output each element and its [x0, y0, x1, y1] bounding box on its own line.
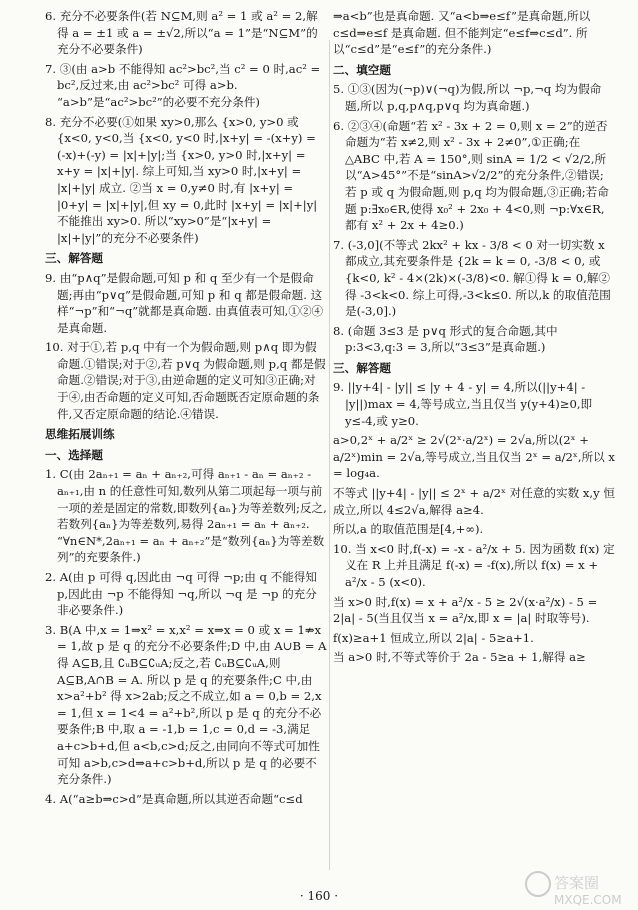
- column-divider: [329, 40, 330, 870]
- section-heading: 二、填空题: [333, 62, 391, 77]
- answer-item: 9. ||y+4| - |y|| ≤ |y + 4 - y| = 4,所以(||y+4| - |y||)max = 4,等号成立,当且仅当 y(y+4)≥0,即 y≤-4,或 y≥0.: [333, 380, 593, 428]
- section-heading: 一、选择题: [45, 447, 103, 462]
- answer-item: 7. ③(由 a>b 不能得知 ac²>bc²,当 c² = 0 时,ac² = bc²,反过来,由 ac²>bc² 可得 a>b. “a>b”是“ac²>bc²”的必要不充分条件): [45, 61, 321, 109]
- svg-text:答案圈: 答案圈: [554, 874, 600, 892]
- left-column: [45, 8, 327, 880]
- answer-item: 4. A(“a≥b⇒c>d”是真命题,所以其逆否命题“c≤d: [45, 791, 303, 806]
- watermark-logo: [522, 866, 632, 908]
- answer-item: 8. (命题 3≤3 是 p∨q 形式的复合命题,其中 p:3<3,q:3 = 3,所以“3≤3”是真命题.): [333, 323, 558, 355]
- answer-paragraph: 当 a>0 时,不等式等价于 2a - 5≥a + 1,解得 a≥: [333, 650, 586, 665]
- svg-text:MXQE.COM: MXQE.COM: [554, 893, 622, 907]
- answer-item: 9. 由“p∧q”是假命题,可知 p 和 q 至少有一个是假命题;再由“p∨q”是假命题,可知 p 和 q 都是假命题. 这样“¬p”和“¬q”就都是真命题. 由真值表可知,①②④是真命题.: [45, 270, 324, 335]
- answer-item: 6. 充分不必要条件(若 N⊆M,则 a² = 1 或 a² = 2,解得 a = ±1 或 a = ±√2,所以“a = 1”是“N⊆M”的充分不必要条件): [45, 9, 318, 57]
- answer-item: 1. C(由 2aₙ₊₁ = aₙ + aₙ₊₂,可得 aₙ₊₁ - aₙ = aₙ₊₂ - aₙ₊₁,由 n 的任意性可知,数列从第二项起每一项与前一项的差是固定的常数,即数列{aₙ}为等差数列;反之,若数列{aₙ}为等差数列,易得 2aₙ₊₁ = aₙ + aₙ₊₂. “∀n∈N*,2aₙ₊₁ = aₙ + aₙ₊₂”是“数列{aₙ}为等差数列”的充要条件.): [45, 467, 327, 565]
- section-heading: 思维拓展训练: [45, 427, 115, 442]
- answer-paragraph: 不等式 ||y+4| - |y|| ≤ 2ˣ + a/2ˣ 对任意的实数 x,y 恒成立,所以 4≤2√a,解得 a≥4.: [333, 486, 615, 517]
- answer-paragraph: f(x)≥a+1 恒成立,所以 2|a| - 5≥a+1.: [333, 630, 534, 645]
- section-heading: 三、解答题: [45, 251, 103, 266]
- answer-item: 3. B(A 中,x = 1⇒x² = x,x² = x⇒x = 0 或 x = 1⇏x = 1,故 p 是 q 的充分不必要条件;D 中,由 A∪B = A 得 A⊆B,且 ∁ᵤB⊆∁ᵤA;反之,若 ∁ᵤB⊆∁ᵤA,则 A⊆B,A∩B = A. 所以 p 是 q 的充要条件;C 中,由 x>a²+b² 得 x>2ab;反之不成立,如 a = 0,b = 2,x = 1,但 x = 1<4 = a²+b²,所以 p 是 q 的充分不必要条件;B 中,取 a = -1,b = 1,c = 0,d = -3,满足 a+c>b+d,但 a<b,c>d;反之,由同向不等式可加性可知 a>b,c>d⇒a+c>b+d,所以 p 是 q 的必要不充分条件.): [45, 622, 327, 787]
- answer-paragraph: ⇒a<b”也是真命题. 又“a<b⇒e≤f”是真命题,所以 c≤d⇒e≤f 是真命题. 但不能判定“e≤f⇒c≤d”. 所以“c≤d”是“e≤f”的充分条件.): [333, 9, 591, 57]
- answer-item: 5. ①③(因为(¬p)∨(¬q)为假,所以 ¬p,¬q 均为假命题,所以 p,q,p∧q,p∨q 均为真命题.): [333, 82, 602, 113]
- answer-item: 6. ②③④(命题“若 x² - 3x + 2 = 0,则 x = 2”的逆否命题为“若 x≠2,则 x² - 3x + 2≠0”,①正确;在 △ABC 中,若 A = 150°,则 sinA = 1/2 < √2/2,所以“A>45°”不是“sinA>√2/2”的充分条件,②错误;若 p 或 q 为假命题,则 p,q 均为假命题,③正确;若命题 p:∃x₀∈R,使得 x₀² + 2x₀ + 4<0,则 ¬p:∀x∈R,都有 x² + 2x + 4≥0.): [333, 118, 609, 233]
- answer-paragraph: 当 x>0 时,f(x) = x + a²/x - 5 ≥ 2√(x·a²/x) - 5 = 2|a| - 5(当且仅当 x = a²/x,即 x = |a| 时取等号).: [333, 594, 598, 626]
- section-heading: 三、解答题: [333, 360, 391, 375]
- page-number: · 160 ·: [299, 889, 339, 903]
- answer-item: 10. 当 x<0 时,f(-x) = -x - a²/x + 5. 因为函数 f(x) 定义在 R 上并且满足 f(-x) = -f(x),所以 f(x) = x + a²/x - 5 (x<0).: [333, 541, 615, 589]
- right-column: [333, 8, 615, 880]
- answer-paragraph: 所以,a 的取值范围是[4,+∞).: [333, 522, 484, 537]
- answer-item: 8. 充分不必要(①如果 xy>0,那么 {x>0, y>0 或 {x<0, y<0,当 {x<0, y<0 时,|x+y| = -(x+y) = (-x)+(-y) = |x|+|y|;当 {x>0, y>0 时,|x+y| = x+y = |x|+|y|. 综上可知,当 xy>0 时,|x+y| = |x|+|y| 成立. ②当 x = 0,y≠0 时,有 |x+y| = |0+y| = |x|+|y|,但 xy = 0,此时 |x+y| = |x|+|y| 不能推出 xy>0. 所以“xy>0”是“|x+y| = |x|+|y|”的充分不必要条件): [45, 114, 318, 245]
- answer-item: 2. A(由 p 可得 q,因此由 ¬q 可得 ¬p;由 q 不能得知 p,因此由 ¬p 不能得知 ¬q,所以 ¬q 是 ¬p 的充分非必要条件.): [45, 570, 317, 618]
- answer-item: 10. 对于①,若 p,q 中有一个为假命题,则 p∧q 即为假命题.①错误;对于②,若 p∨q 为假命题,则 p,q 都是假命题.②错误;对于③,由逆命题的定义可知③正确;对于④,由否命题的定义可知,否命题既否定原命题的条件,又否定原命题的结论.④错误.: [45, 340, 326, 421]
- answer-paragraph: a>0,2ˣ + a/2ˣ ≥ 2√(2ˣ·a/2ˣ) = 2√a,所以(2ˣ + a/2ˣ)min = 2√a,等号成立,当且仅当 2ˣ = a/2ˣ,所以 x = log₄a.: [333, 433, 615, 481]
- answer-item: 7. (-3,0](不等式 2kx² + kx - 3/8 < 0 对一切实数 x 都成立,其充要条件是 {2k = k = 0, -3/8 < 0, 或 {k<0, k² - 4×(2k)×(-3/8)<0. 解①得 k = 0,解②得 -3<k<0. 综上可得,-3<k≤0. 所以,k 的取值范围是(-3,0].): [333, 237, 611, 319]
